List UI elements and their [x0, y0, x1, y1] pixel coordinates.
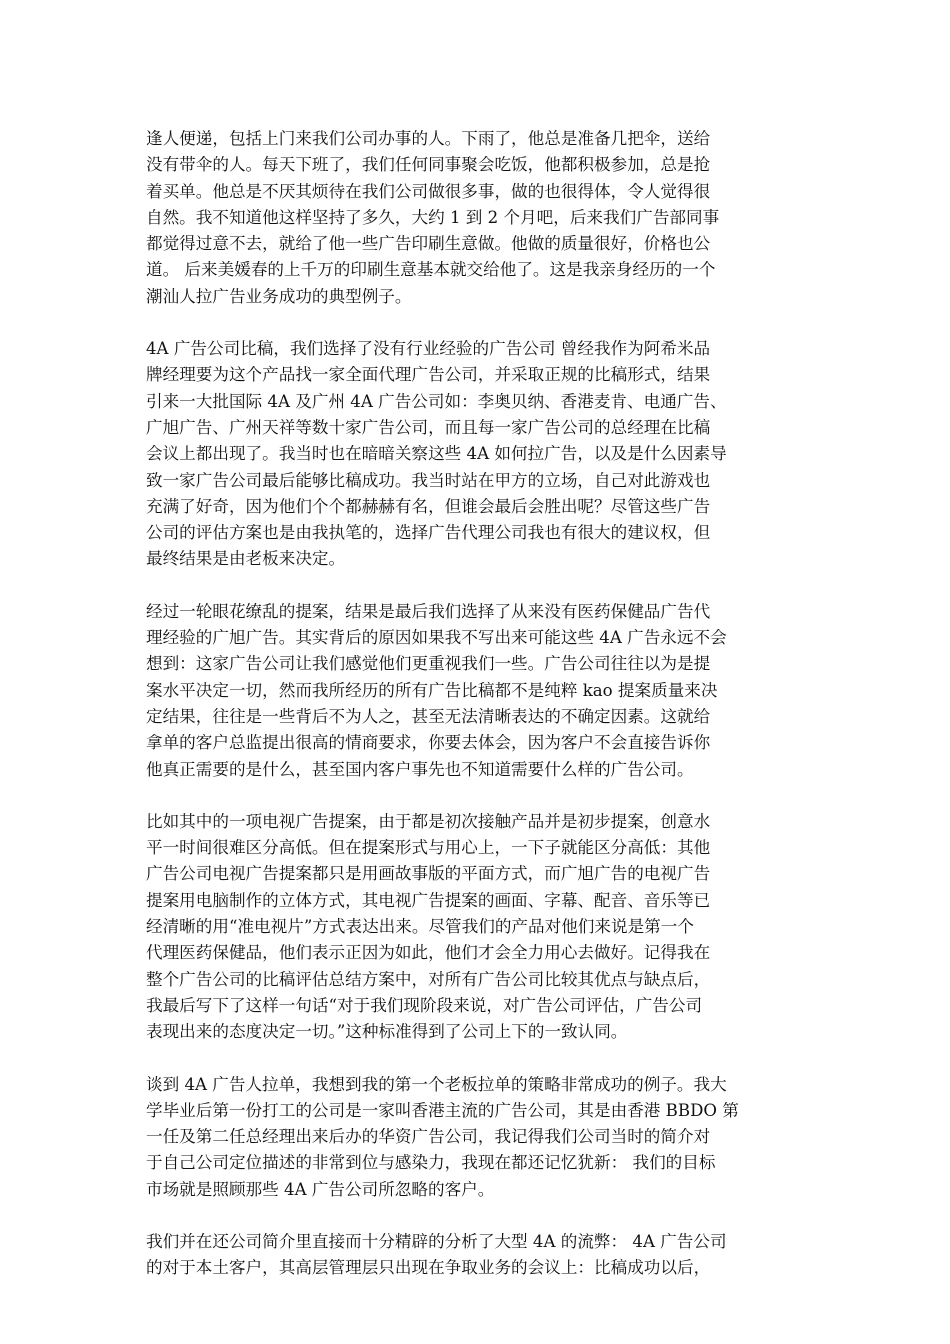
text-line: 经过一轮眼花缭乱的提案，结果是最后我们选择了从来没有医药保健品广告代: [146, 601, 711, 621]
text-line: 谈到 4A 广告人拉单，我想到我的第一个老板拉单的策略非常成功的例子。我大: [146, 1074, 727, 1094]
text-line: 提案用电脑制作的立体方式，其电视广告提案的画面、字幕、配音、音乐等已: [146, 890, 711, 910]
text-line: 潮汕人拉广告业务成功的典型例子。: [146, 286, 412, 306]
text-line: 比如其中的一项电视广告提案，由于都是初次接触产品并是初步提案，创意水: [146, 811, 711, 831]
text-line: 理经验的广旭广告。其实背后的原因如果我不写出来可能这些 4A 广告永远不会: [146, 628, 727, 648]
text-line: 自然。我不知道他这样坚持了多久，大约 1 到 2 个月吧，后来我们广告部同事: [146, 207, 720, 227]
text-line: 都觉得过意不去，就给了他一些广告印刷生意做。他做的质量很好，价格也公: [146, 234, 711, 254]
text-line: 没有带伞的人。每天下班了，我们任何同事聚会吃饭，他都积极参加，总是抢: [146, 155, 711, 175]
text-line: 定结果，往往是一些背后不为人之，甚至无法清晰表达的不确定因素。这就给: [146, 706, 711, 726]
text-line: 我最后写下了这样一句话“对于我们现阶段来说，对广告公司评估，广告公司: [146, 995, 703, 1015]
text-line: 的对于本土客户，其高层管理层只出现在争取业务的会议上：比稿成功以后，: [146, 1258, 711, 1278]
text-line: 牌经理要为这个产品找一家全面代理广告公司，并采取正规的比稿形式，结果: [146, 365, 711, 385]
text-line: 表现出来的态度决定一切。”这种标准得到了公司上下的一致认同。: [146, 1022, 628, 1042]
text-line: 案水平决定一切，然而我所经历的所有广告比稿都不是纯粹 kao 提案质量来决: [146, 680, 718, 700]
paragraph-4: [146, 809, 812, 1046]
document-page: [146, 126, 812, 1308]
paragraph-6: [146, 1229, 812, 1282]
text-line: 4A 广告公司比稿，我们选择了没有行业经验的广告公司 曾经我作为阿希米品: [146, 339, 711, 359]
paragraph-3: [146, 599, 812, 783]
text-line: 平一时间很难区分高低。但在提案形式与用心上，一下子就能区分高低：其他: [146, 838, 711, 858]
text-line: 道。 后来美媛春的上千万的印刷生意基本就交给他了。这是我亲身经历的一个: [146, 260, 716, 280]
paragraph-2: [146, 336, 812, 573]
text-line: 逢人便递，包括上门来我们公司办事的人。下雨了，他总是准备几把伞，送给: [146, 129, 711, 148]
text-line: 充满了好奇，因为他们个个都赫赫有名，但谁会最后会胜出呢？尽管这些广告: [146, 496, 711, 516]
paragraph-5: [146, 1072, 812, 1203]
text-line: 广告公司电视广告提案都只是用画故事版的平面方式，而广旭广告的电视广告: [146, 864, 711, 884]
text-line: 最终结果是由老板来决定。: [146, 549, 346, 569]
text-line: 想到：这家广告公司让我们感觉他们更重视我们一些。广告公司往往以为是提: [146, 654, 711, 674]
text-line: 致一家广告公司最后能够比稿成功。我当时站在甲方的立场，自己对此游戏也: [146, 470, 711, 490]
text-line: 着买单。他总是不厌其烦待在我们公司做很多事，做的也很得体，令人觉得很: [146, 181, 711, 201]
text-line: 他真正需要的是什么，甚至国内客户事先也不知道需要什么样的广告公司。: [146, 759, 694, 779]
text-line: 公司的评估方案也是由我执笔的，选择广告代理公司我也有很大的建议权，但: [146, 523, 711, 543]
text-line: 我们并在还公司简介里直接而十分精辟的分析了大型 4A 的流弊： 4A 广告公司: [146, 1231, 727, 1251]
text-line: 会议上都出现了。我当时也在暗暗关察这些 4A 如何拉广告，以及是什么因素导: [146, 444, 727, 464]
text-line: 于自己公司定位描述的非常到位与感染力，我现在都还记忆犹新： 我们的目标: [146, 1153, 716, 1173]
text-line: 拿单的客户总监提出很高的情商要求，你要去体会，因为客户不会直接告诉你: [146, 733, 711, 753]
text-line: 广旭广告、广州天祥等数十家广告公司，而且每一家广告公司的总经理在比稿: [146, 417, 711, 437]
text-line: 整个广告公司的比稿评估总结方案中，对所有广告公司比较其优点与缺点后，: [146, 969, 711, 989]
text-line: 经清晰的用“准电视片”方式表达出来。尽管我们的产品对他们来说是第一个: [146, 917, 694, 937]
text-line: 引来一大批国际 4A 及广州 4A 广告公司如：李奥贝纳、香港麦肯、电通广告、: [146, 391, 727, 411]
paragraph-1: [146, 126, 812, 310]
text-line: 市场就是照顾那些 4A 广告公司所忽略的客户。: [146, 1179, 495, 1199]
text-line: 学毕业后第一份打工的公司是一家叫香港主流的广告公司，其是由香港 BBDO 第: [146, 1100, 739, 1120]
text-line: 代理医药保健品，他们表示正因为如此，他们才会全力用心去做好。记得我在: [146, 943, 711, 963]
text-line: 一任及第二任总经理出来后办的华资广告公司，我记得我们公司当时的简介对: [146, 1127, 711, 1147]
